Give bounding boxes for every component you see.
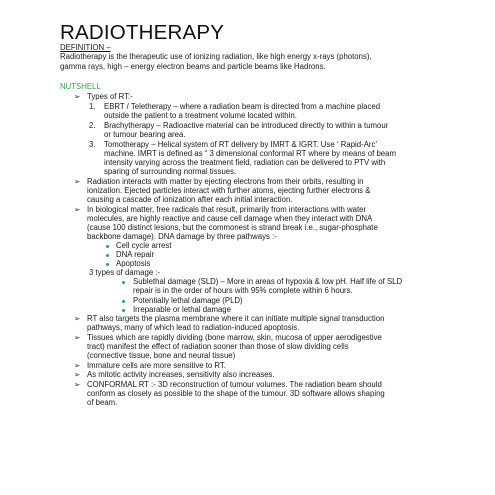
type-line: machine. IMRT is defined as “ 3 dimensional conformal RT where by means of beam (104, 149, 396, 158)
arrow-bullet-icon: ➢ (74, 205, 81, 214)
pathway-item: DNA repair (116, 250, 155, 259)
bullet-dot-icon (106, 263, 109, 266)
type-number: 1. (89, 102, 96, 111)
arrow-bullet-icon: ➢ (74, 370, 81, 379)
note-line: tract) manifest the effect of radiation sooner than those of slow dividing cells (87, 342, 349, 351)
bullet-dot-icon (106, 254, 109, 257)
biological-line: In biological matter, free radicals that result, primarily from interactions with water (87, 205, 367, 214)
interaction-line: Radiation interacts with matter by ejecting electrons from their orbits, resulting in (87, 177, 364, 186)
arrow-bullet-icon: ➢ (74, 333, 81, 342)
note-line: (connective tissue, bone and neural tissue) (87, 351, 236, 360)
interaction-line: ionization. Ejected particles interact with further atoms, ejecting further electrons & (87, 186, 371, 195)
pathway-item: Apoptosis (116, 259, 151, 268)
note-line: CONFORMAL RT :- 3D reconstruction of tumour volumes. The radiation beam should (87, 380, 382, 389)
note-line: pathways, many of which lead to radiation-induced apoptosis. (87, 323, 300, 332)
type-line: or tumour bearing area. (104, 130, 186, 139)
biological-line: backbone damage). DNA damage by three pathways :- (87, 232, 277, 241)
biological-line: molecules, are highly reactive and cause cell damage when they interact with DNA (87, 214, 373, 223)
arrow-bullet-icon: ➢ (74, 314, 81, 323)
note-line: conform as closely as possible to the shape of the tumour. 3D software allows shaping (87, 389, 385, 398)
damage-item: Potentially lethal damage (PLD) (133, 296, 243, 305)
note-line: As mitotic activity increases, sensitivity also increases. (87, 370, 275, 379)
type-line: Brachytherapy – Radioactive material can be introduced directly to within a tumour (104, 121, 389, 130)
definition-heading: DEFINITION – (60, 43, 111, 52)
arrow-bullet-icon: ➢ (74, 361, 81, 370)
arrow-bullet-icon: ➢ (74, 92, 81, 101)
bullet-dot-icon (122, 309, 125, 312)
interaction-line: causing a cascade of ionization after each initial interaction. (87, 195, 293, 204)
type-line: sparing of surrounding normal tissues. (104, 167, 237, 176)
bullet-dot-icon (106, 245, 109, 248)
type-line: intensity varying across the treatment field, radiation can be delivered to PTV with (104, 158, 386, 167)
type-number: 3. (89, 140, 96, 149)
bullet-dot-icon (122, 281, 125, 284)
note-line: Immature cells are more sensitive to RT. (87, 361, 226, 370)
damage-item: Sublethal damage (SLD) – More in areas of hypoxia & low pH. Half life of SLD (133, 277, 403, 286)
page-title: RADIOTHERAPY (60, 21, 225, 44)
definition-line: gamma rays, high – energy electron beams and particle beams like Hadrons. (60, 62, 326, 71)
note-line: RT also targets the plasma membrane where it can initiate multiple signal transduction (87, 314, 385, 323)
bullet-dot-icon (122, 300, 125, 303)
type-line: EBRT / Teletherapy – where a radiation beam is directed from a machine placed (104, 102, 381, 111)
types-heading: Types of RT:- (87, 92, 133, 101)
nutshell-heading: NUTSHELL (60, 82, 101, 91)
damage-item: Irreparable or lethal damage (133, 305, 231, 314)
type-line: Tomotherapy – Helical system of RT delivery by IMRT & IGRT. Use ‘ Rapid-Arc’ (104, 140, 378, 149)
definition-line: Radiotherapy is the therapeutic use of ionizing radiation, like high energy x-rays (photons), (60, 52, 372, 61)
arrow-bullet-icon: ➢ (74, 380, 81, 389)
type-line: outside the patient to a treatment volume located within. (104, 111, 297, 120)
damage-item: repair is in the order of hours with 95% complete within 6 hours. (133, 286, 353, 295)
damage-heading: 3 types of damage :- (89, 268, 161, 277)
pathway-item: Cell cycle arrest (116, 241, 172, 250)
note-line: of beam. (87, 398, 118, 407)
type-number: 2. (89, 121, 96, 130)
biological-line: (cause 100 distinct lesions, but the commonest is strand break i.e., sugar-phosphate (87, 223, 378, 232)
note-line: Tissues which are rapidly dividing (bone marrow, skin, mucosa of upper aerodigestive (87, 333, 382, 342)
arrow-bullet-icon: ➢ (74, 177, 81, 186)
